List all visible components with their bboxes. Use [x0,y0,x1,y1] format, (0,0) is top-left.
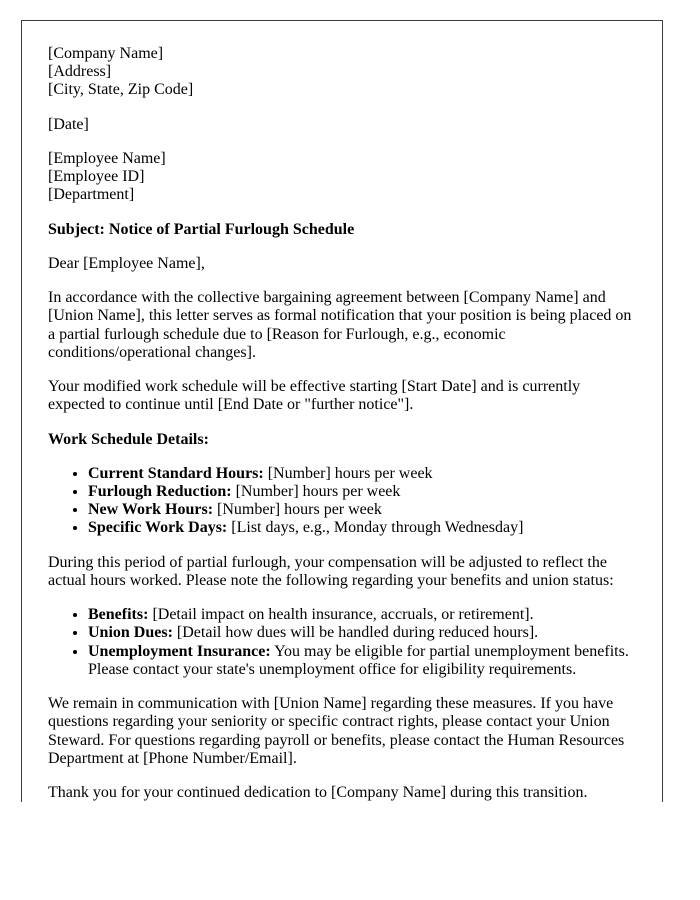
work-schedule-list [48,465,636,538]
work-schedule-item-current-hours [88,465,636,483]
compensation-paragraph: During this period of partial furlough, your compensation will be adjusted to reflect the actual hours worked. Please note the following regarding your benefits and union status: [48,553,614,589]
sender-city-state-zip-line: [City, State, Zip Code] [48,81,194,99]
work-schedule-item-specific-days [88,519,636,537]
bullet-label: Furlough Reduction: [88,482,232,500]
work-schedule-item-new-hours [88,501,636,519]
bullet-text: [Number] hours per week [213,501,382,519]
sender-block [48,45,636,100]
benefit-item-unemployment-insurance [88,643,636,679]
bullet-text: [Number] hours per week [231,482,401,500]
date-line: [Date] [48,115,89,133]
bullet-label: Current Standard Hours: [88,464,264,482]
recipient-department-line: [Department] [48,186,135,204]
bullet-label: Union Dues: [88,624,173,642]
recipient-name-line: [Employee Name] [48,149,166,167]
benefit-item-benefits [88,606,636,624]
bullet-text: You may be eligible for partial unemployment benefits. Please contact your state's unemployment office for eligibility requirements. [88,642,629,678]
benefits-list [48,606,636,679]
work-schedule-item-furlough-reduction [88,483,636,501]
bullet-text: [List days, e.g., Monday through Wednesday] [227,519,524,537]
recipient-id-line: [Employee ID] [48,168,145,186]
sender-company-line: [Company Name] [48,45,164,62]
bullet-text: [Number] hours per week [263,464,433,482]
bullet-label: New Work Hours: [88,501,214,519]
bullet-label: Unemployment Insurance: [88,642,271,660]
bullet-text: [Detail how dues will be handled during reduced hours]. [172,624,539,642]
effective-dates-paragraph: Your modified work schedule will be effective starting [Start Date] and is currently expected to continue until [End Date or "further notice"]. [48,378,581,414]
closing-paragraph: Thank you for your continued dedication to [Company Name] during this transition. [48,784,588,802]
communication-paragraph: We remain in communication with [Union Name] regarding these measures. If you have questions regarding your seniority or specific contract rights, please contact your Union Steward. For questions regarding payroll or benefits, please contact the Human Resources Department at [Phone Number/Email]. [48,695,625,767]
recipient-block [48,150,636,205]
salutation-line: Dear [Employee Name], [48,254,205,272]
benefit-item-union-dues [88,624,636,642]
intro-paragraph: In accordance with the collective bargaining agreement between [Company Name] and [Union Name], this letter serves as formal notification that your position is being placed on a partial furlough schedule due to [Reason for Furlough, e.g., economic conditions/operational changes]. [48,289,632,361]
subject-line: Subject: Notice of Partial Furlough Schedule [48,220,355,238]
work-schedule-heading: Work Schedule Details: [48,430,209,448]
bullet-label: Specific Work Days: [88,519,228,537]
sender-address-line: [Address] [48,63,112,81]
letter-document [21,20,663,802]
bullet-label: Benefits: [88,606,149,624]
bullet-text: [Detail impact on health insurance, accruals, or retirement]. [148,606,534,624]
